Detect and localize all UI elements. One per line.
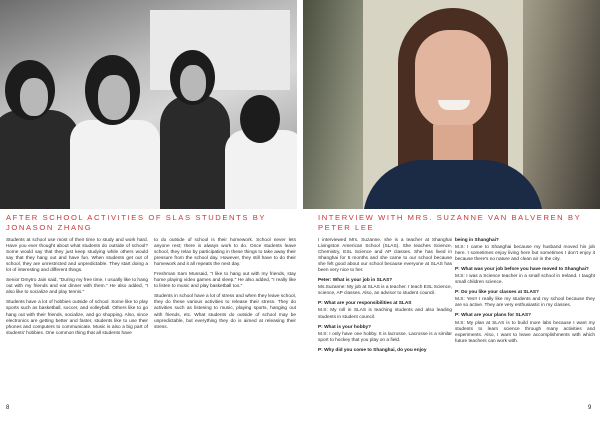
page-number-right: 9 [588,405,592,411]
paragraph: Senior Dmytro Jain said, "During my free time, I usually like to hang out with my friends and eat dinner with them." He also added, "I also like to socialize and play tennis." [6,278,148,296]
page-number-left: 8 [6,405,10,411]
student-face [98,75,130,120]
interview-answer: M.S: Yes!! I really like my students and my school because they are so active. They are very enthusiastic in my classes. [455,297,595,309]
student-figure [160,95,230,209]
interview-question: P: Do you like your classes at SLAS? [455,290,539,296]
paragraph: Freshman Sam Munsaid, "I like to hang out with my friends, stay home playing video games and sleep." He also added, "I really like to listen to music and play basketball too." [154,272,296,290]
teacher-smile [438,100,470,110]
interview-question: P: Why did you come to Shanghai, do you enjoy [318,347,427,353]
left-article-column-2 [154,238,296,335]
interview-answer: M.S: I only have one hobby. It is lacrosse. Lacrosse is a similar sport to hockey that you play on a field. [318,331,452,343]
paragraph: Students have a lot of hobbies outside of school. Some like to play sports such as basketball, soccer, and volleyball. Others like to go hang out with their friends, socialize, and go shopping. Also, since electronics are getting better and faster, students like to use their phones and computers to communicate. Music is also a big part of students' hobbies. One common thing that all students have [6,300,148,336]
interview-question: P: What are your plans for SLAS? [455,313,532,319]
interview-question: P: What is your hobby? [318,324,372,330]
paragraph: to do outside of school is their homework. School never lets anyone rest; there is always work to do. Once students leave school, they relax by participating in these things to take away their pressure from the school day. However, they still have to do their homework and it all repeats the next day. [154,238,296,268]
interview-answer: M.S: I came to Shanghai because my husband moved his job here. I sometimes enjoy living here but sometimes I don't enjoy it because there's no nature and clean air in the city. [455,245,595,263]
left-article-headline: AFTER SCHOOL ACTIVITIES OF SLAS STUDENTS BY JONASON ZHANG [6,213,266,232]
interview-question: being in Shanghai? [455,238,499,243]
student-face [180,65,206,101]
classroom-photo [0,0,297,209]
teacher-face [415,30,491,130]
right-article-headline: INTERVIEW WITH MRS. SUZANNE VAN BALVEREN BY PETER LEE [318,213,582,232]
interview-question: Peter: What is your job in SLAS? [318,278,393,284]
teacher-portrait-photo [303,0,600,209]
interview-answer: M.S: My roll in SLAS is teaching students and also leading students in student council. [318,308,452,320]
student-figure [0,110,80,209]
interview-answer: M.S: My plan at SLAS is to build more labs because I want my students to learn science through many activities and experiments. Also, I want to leave accomplishments with which future teachers can work with. [455,320,595,344]
interview-answer: M.S: I was a Science teacher in a small school in Ireland. I taught small children science. [455,274,595,286]
interview-question: P: What was your job before you have moved to Shanghai? [455,267,589,273]
paragraph: Students in school have a lot of stress and when they leave school, they do these various activities to release their stress. They do activities such as listening to music, playing sports, hanging out with friends, etc. What students do outside of school may be unpredictable, but everything they do is aimed at releasing their stress. [154,294,296,330]
student-figure [70,120,160,209]
left-article-column-1 [6,238,148,341]
right-article-column-2 [455,238,595,349]
student-head [240,95,280,143]
paragraph: Students at school use most of their time to study and work hard. Have you ever thought about what students do outside of school? Some would say that they just keep studying while others would say that they hang out and have fun. When students get out of school, they are unrestricted and unpredictable. They start doing a lot of interesting and different things. [6,238,148,274]
interview-question: P: What are your responsibilities at SLAS [318,301,412,307]
interview-answer: Ms.Suzanne: My job at SLAS is a teacher. I teach ESL Science, science, AP classes. Also, an advisor to student council. [318,285,452,297]
student-face [20,78,48,116]
teacher-neck [433,125,473,165]
right-article-column-1 [318,238,452,358]
page-gutter [297,0,303,424]
interview-paragraph: I interviewed Mrs. Suzanne, she is a teacher at Shanghai Livingston American School (SLAS). She teaches Science, Chemistry, ESL Science and AP classes. She has lived in Shanghai for 5 months and she came to our school because she felt good about our school because everyone at SLAS has been very nice to her. [318,238,452,274]
